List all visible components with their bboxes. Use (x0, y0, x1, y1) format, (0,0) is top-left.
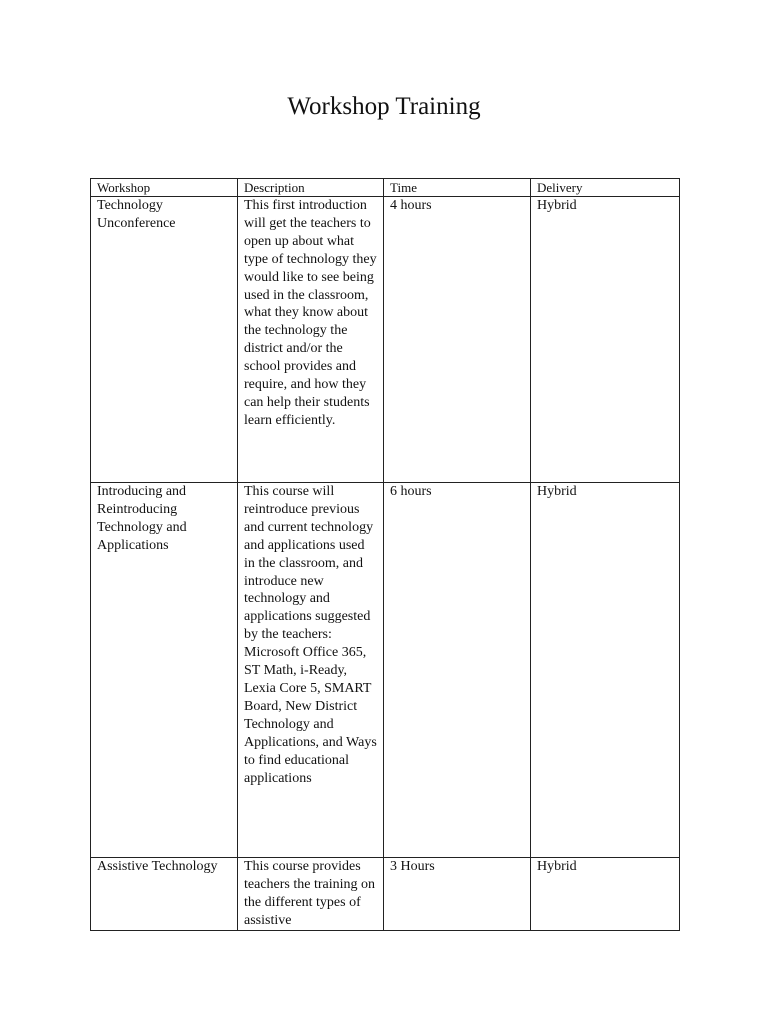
workshop-table (90, 178, 680, 931)
workshop-time: 6 hours (390, 484, 432, 499)
workshop-name: Technology Unconference (97, 198, 176, 231)
table-header-row (91, 179, 680, 197)
cell-description (238, 483, 384, 858)
cell-delivery (531, 858, 680, 931)
header-delivery: Delivery (531, 179, 680, 197)
workshop-time: 3 Hours (390, 859, 435, 874)
table-row (91, 197, 680, 483)
cell-workshop (91, 483, 238, 858)
cell-time (384, 858, 531, 931)
page-title: Workshop Training (287, 93, 481, 120)
header-description: Description (238, 179, 384, 197)
header-time: Time (384, 179, 531, 197)
cell-workshop (91, 858, 238, 931)
table-row (91, 483, 680, 858)
cell-workshop (91, 197, 238, 483)
workshop-description: This course provides teachers the training on the different types of assistive (244, 859, 376, 928)
cell-description (238, 858, 384, 931)
workshop-description: This course will reintroduce previous and current technology and applications used in the classroom, and introduce new technology and applications suggested by the teachers: Microsoft Office 365, ST Math, i-Ready, Lexia Core 5, SMART Board, New District Technology and Applications, and Ways to find educational applications (244, 484, 377, 786)
workshop-name: Assistive Technology (97, 859, 218, 874)
cell-description (238, 197, 384, 483)
workshop-delivery: Hybrid (537, 859, 577, 874)
cell-delivery (531, 197, 680, 483)
workshop-name: Introducing and Reintroducing Technology and Applications (97, 484, 187, 553)
cell-time (384, 197, 531, 483)
cell-time (384, 483, 531, 858)
cell-delivery (531, 483, 680, 858)
workshop-delivery: Hybrid (537, 484, 577, 499)
table-row (91, 858, 680, 931)
workshop-description: This first introduction will get the teachers to open up about what type of technology they would like to see being used in the classroom, what they know about the technology the district and/or the school provides and require, and how they can help their students learn efficiently. (244, 198, 377, 428)
workshop-delivery: Hybrid (537, 198, 577, 213)
header-workshop: Workshop (91, 179, 238, 197)
workshop-time: 4 hours (390, 198, 432, 213)
